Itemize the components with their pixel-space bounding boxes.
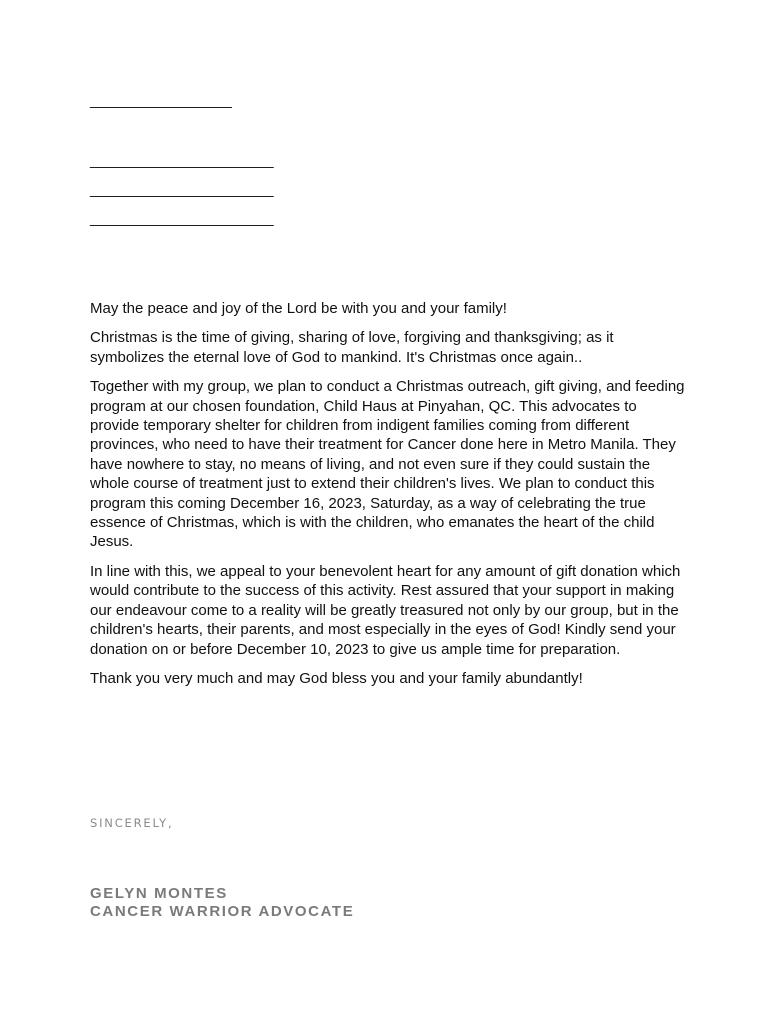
greeting: May the peace and joy of the Lord be with you and your family! [90, 300, 507, 317]
closing: SINCERELY, [90, 816, 174, 830]
recipient-blank-line-3: ______________________ [90, 210, 274, 227]
signer-name: GELYN MONTES [90, 885, 228, 902]
paragraph-appeal: In line with this, we appeal to your benevolent heart for any amount of gift donation which would contribute to the success of this activity. Rest assured that your support in making our endeavour come to a reality will be greatly treasured not only by our group, but in the children's hearts, their parents, and most especially in the eyes of God! Kindly send your donation on or before December 10, 2023 to give us ample time for preparation. [90, 562, 681, 658]
letter-body [90, 299, 686, 698]
signer-title: CANCER WARRIOR ADVOCATE [90, 903, 355, 920]
signature-block [90, 885, 354, 921]
recipient-blank-line-1: ______________________ [90, 152, 274, 169]
date-blank-line: _________________ [90, 92, 232, 109]
recipient-blank-line-2: ______________________ [90, 181, 274, 198]
paragraph-christmas: Christmas is the time of giving, sharing of love, forgiving and thanksgiving; as it symbolizes the eternal love of God to mankind. It's Christmas once again.. [90, 329, 614, 366]
thank-you-line: Thank you very much and may God bless you and your family abundantly! [90, 669, 583, 687]
paragraph-outreach: Together with my group, we plan to conduct a Christmas outreach, gift giving, and feeding program at our chosen foundation, Child Haus at Pinyahan, QC. This advocates to provide temporary shelter for children from indigent families coming from different provinces, who need to have their treatment for Cancer done here in Metro Manila. They have nowhere to stay, no means of living, and not even sure if they could sustain the whole course of treatment just to extend their children's lives. We plan to conduct this program this coming December 16, 2023, Saturday, as a way of celebrating the true essence of Christmas, which is with the children, who emanates the heart of the child Jesus. [90, 378, 685, 551]
